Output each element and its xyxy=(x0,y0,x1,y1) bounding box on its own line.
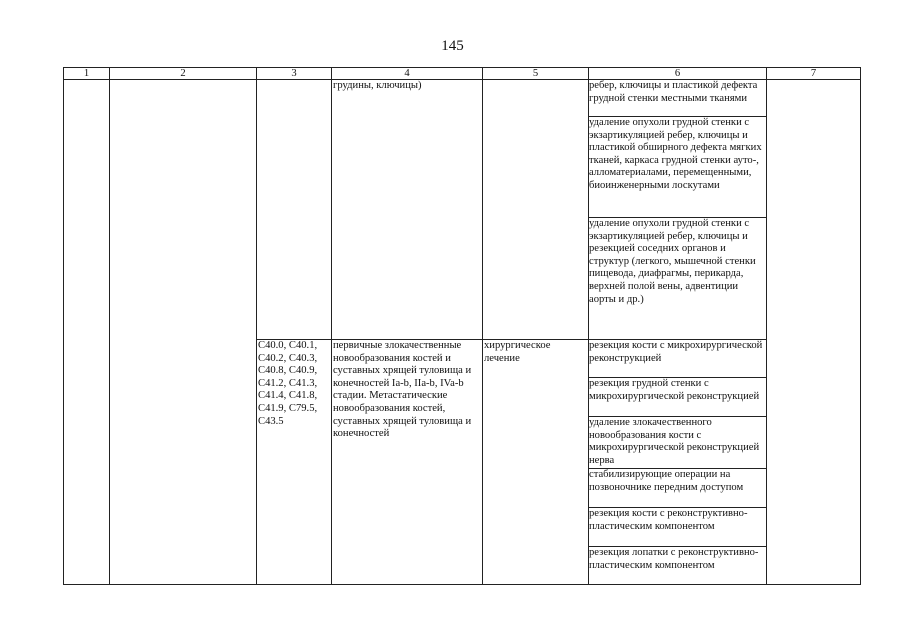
procedure-item: удаление опухоли грудной стенки с экзартикуляцией ребер, ключицы и резекцией соседних органов и структур (легкого, мышечной стенки пищевода, диафрагмы, перикарда, верхней полой вены, адвентиции аорты и др.) xyxy=(589,217,766,330)
diagnosis-continuation: грудины, ключицы) xyxy=(333,80,422,91)
page-number: 145 xyxy=(441,38,464,54)
header-col-5: 5 xyxy=(483,68,589,80)
treatment-type: хирургическое лечение xyxy=(484,340,551,364)
cell-col-3-top xyxy=(257,80,332,340)
procedure-item: стабилизирующие операции на позвоночнике передним доступом xyxy=(589,468,766,507)
cell-col-7 xyxy=(767,80,861,585)
cell-col-5-top xyxy=(483,80,589,340)
cell-col-6-top xyxy=(589,80,767,340)
diagnosis-text: первичные злокачественные новообразования костей и суставных хрящей туловища и конечностей Ia-b, IIa-b, IVa-b стадии. Метастатические новообразования костей, суставных хрящей туловища и конечностей xyxy=(333,340,472,440)
procedure-item: ребер, ключицы и пластикой дефекта грудной стенки местными тканями xyxy=(589,80,758,104)
header-col-6: 6 xyxy=(589,68,767,80)
procedures-table xyxy=(63,67,861,585)
header-col-3: 3 xyxy=(257,68,332,80)
header-col-7: 7 xyxy=(767,68,861,80)
cell-col-1 xyxy=(64,80,110,585)
procedure-item: удаление злокачественного новообразования кости с микрохирургической реконструкцией нерва xyxy=(589,416,766,468)
procedure-item: резекция кости с реконструктивно-пластическим компонентом xyxy=(589,507,766,546)
cell-icd-codes xyxy=(257,340,332,585)
cell-treatment-type xyxy=(483,340,589,585)
cell-diagnosis xyxy=(332,340,483,585)
table-row-continuation xyxy=(64,80,861,340)
cell-col-2 xyxy=(110,80,257,585)
cell-col-4-top xyxy=(332,80,483,340)
header-col-1: 1 xyxy=(64,68,110,80)
header-col-4: 4 xyxy=(332,68,483,80)
procedure-item: резекция грудной стенки с микрохирургической реконструкцией xyxy=(589,377,766,416)
icd-codes: C40.0, C40.1, C40.2, C40.3, C40.8, C40.9, C41.2, C41.3, C41.4, C41.8, C41.9, C79.5, C43.5 xyxy=(258,340,318,427)
cell-procedures xyxy=(589,340,767,585)
header-col-2: 2 xyxy=(110,68,257,80)
procedure-item: резекция лопатки с реконструктивно-пластическим компонентом xyxy=(589,546,766,584)
procedure-item: резекция кости с микрохирургической реконструкцией xyxy=(589,340,763,364)
procedure-item: удаление опухоли грудной стенки с экзартикуляцией ребер, ключицы и пластикой обширного дефекта мягких тканей, каркаса грудной стенки ауто-, алломатериалами, перемещенными, биоинженерными лоскутами xyxy=(589,116,766,217)
header-row xyxy=(64,68,861,80)
